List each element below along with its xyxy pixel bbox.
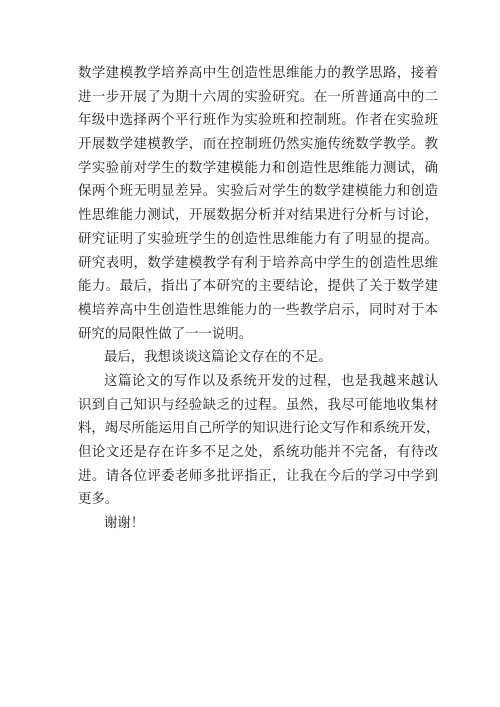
text-line: 料，竭尽所能运用自己所学的知识进行论文写作和系统开发， (78, 421, 440, 437)
text-line: 数学建模教学培养高中生创造性思维能力的教学思路，接着 (78, 66, 438, 81)
paragraph-shortcomings-intro (78, 346, 438, 370)
text-line: 进。请各位评委老师多批评指正，让我在今后的学习中学到 (78, 468, 438, 484)
text-line: 模培养高中生创造性思维能力的一些教学启示，同时对于本 (78, 302, 438, 318)
body-text (78, 62, 438, 536)
text-line: 研究的局限性做了一一说明。 (78, 326, 253, 342)
text-line: 研究证明了实验班学生的创造性思维能力有了明显的提高。 (78, 231, 438, 247)
text-line: 开展数学建模教学，而在控制班仍然实施传统数学教学。教 (78, 137, 438, 153)
text-line: 学实验前对学生的数学建模能力和创造性思维能力测试，确 (78, 160, 438, 176)
text-line: 这篇论文的写作以及系统开发的过程，也是我越来越认 (104, 373, 438, 389)
paragraph-thanks (78, 512, 438, 536)
text-line: 更多。 (78, 492, 119, 508)
text-line: 性思维能力测试，开展数据分析并对结果进行分析与讨论， (78, 208, 438, 224)
paragraph-research-summary (78, 62, 438, 346)
text-line: 谢谢！ (104, 516, 145, 532)
text-line: 进一步开展了为期十六周的实验研究。在一所普通高中的二 (78, 89, 438, 105)
text-line: 年级中选择两个平行班作为实验班和控制班。作者在实验班 (78, 113, 438, 129)
paragraph-shortcomings (78, 370, 438, 512)
text-line: 识到自己知识与经验缺乏的过程。虽然，我尽可能地收集材 (78, 397, 438, 413)
text-line: 能力。最后，指出了本研究的主要结论，提供了关于数学建 (78, 279, 438, 295)
text-line: 但论文还是存在许多不足之处，系统功能并不完备，有待改 (78, 445, 438, 460)
text-line: 最后，我想谈谈这篇论文存在的不足。 (104, 350, 332, 366)
text-line: 保两个班无明显差异。实验后对学生的数学建模能力和创造 (78, 184, 438, 200)
text-line: 研究表明，数学建模教学有利于培养高中学生的创造性思维 (78, 255, 438, 271)
